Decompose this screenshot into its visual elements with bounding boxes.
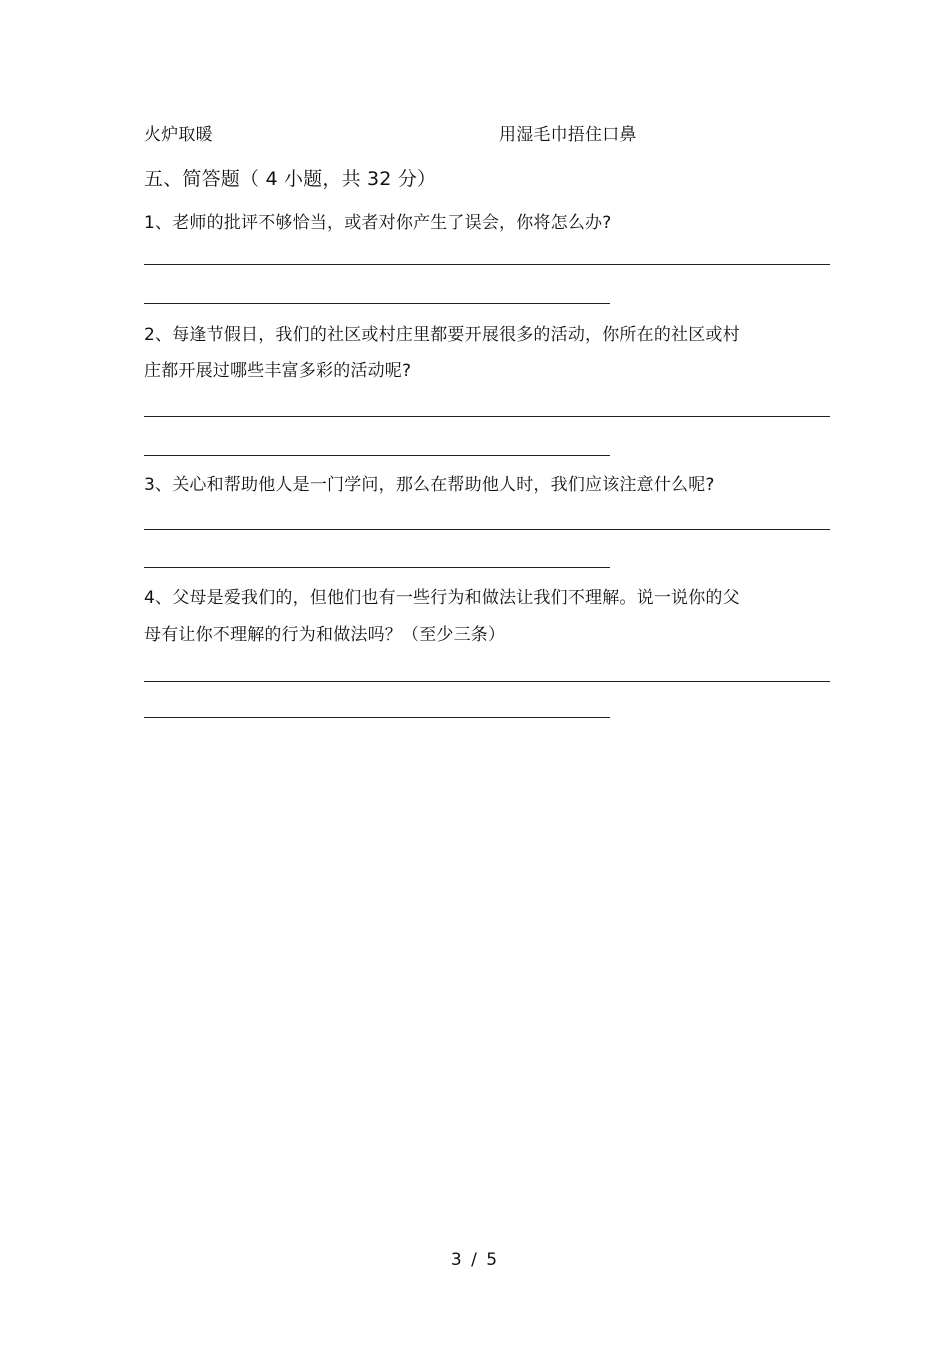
question-1-text: 1、老师的批评不够恰当，或者对你产生了误会，你将怎么办? [144, 213, 612, 233]
answer-line [144, 264, 830, 265]
answer-line [144, 717, 610, 718]
page-number: 3 / 5 [450, 1250, 500, 1270]
question-2-text-line-1: 2、每逢节假日，我们的社区或村庄里都要开展很多的活动，你所在的社区或村 [144, 325, 740, 345]
question-4-text-line-1: 4、父母是爱我们的，但他们也有一些行为和做法让我们不理解。说一说你的父 [144, 588, 740, 608]
answer-line [144, 303, 610, 304]
answer-line [144, 681, 830, 682]
answer-line [144, 455, 610, 456]
question-3-text: 3、关心和帮助他人是一门学问，那么在帮助他人时，我们应该注意什么呢? [144, 475, 715, 495]
question-2-text-line-2: 庄都开展过哪些丰富多彩的活动呢? [144, 361, 412, 381]
answer-line [144, 416, 830, 417]
option-left: 火炉取暖 [144, 125, 213, 145]
section-title: 五、简答题（ 4 小题，共 32 分） [144, 168, 437, 190]
answer-line [144, 529, 830, 530]
answer-line [144, 567, 610, 568]
option-right: 用湿毛巾捂住口鼻 [499, 125, 637, 145]
question-4-text-line-2: 母有让你不理解的行为和做法吗？（至少三条） [144, 625, 506, 645]
